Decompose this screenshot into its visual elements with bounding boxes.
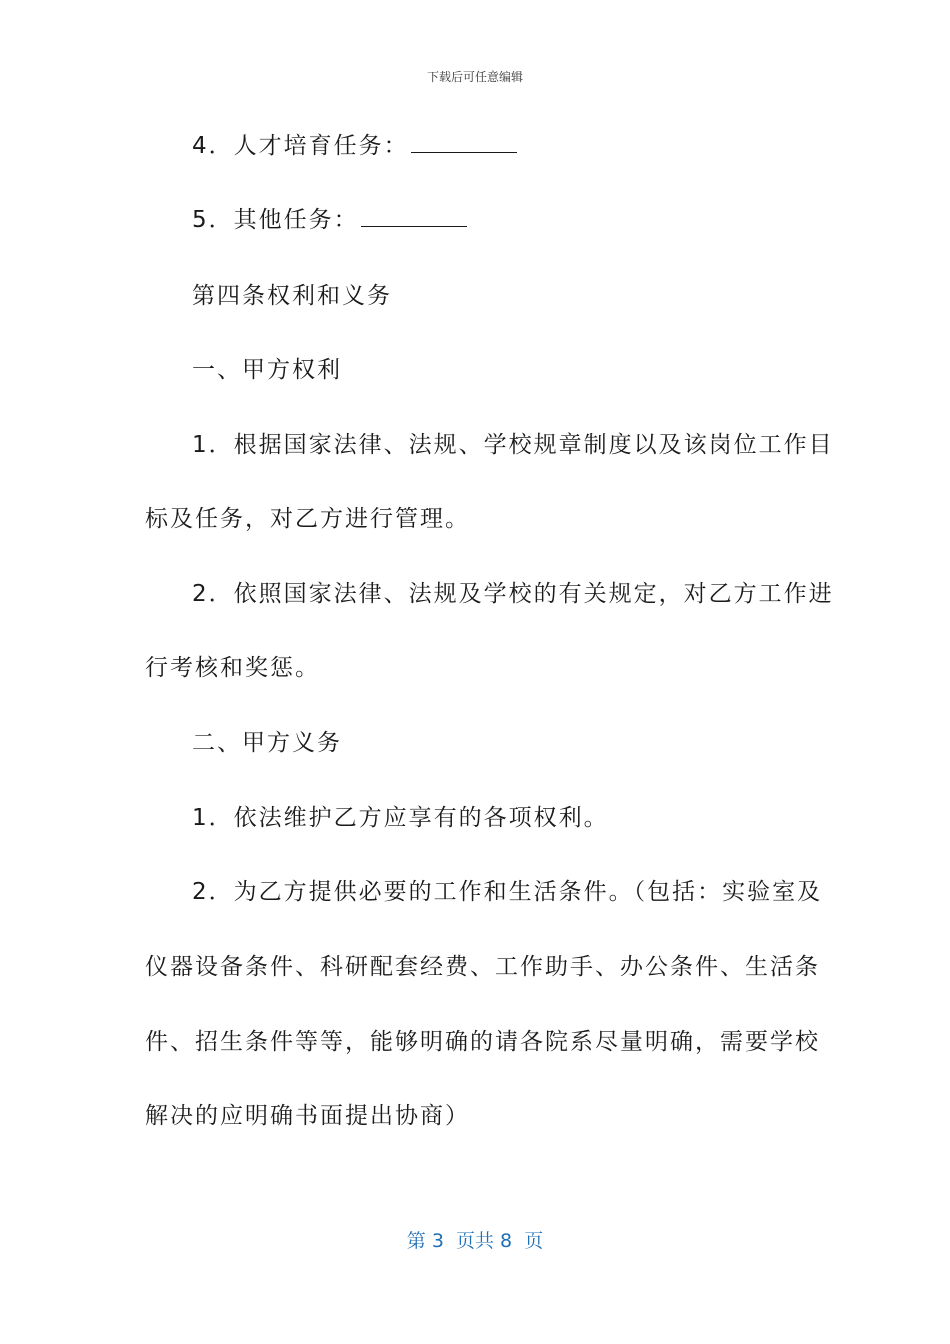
paragraph-line: 2．依照国家法律、法规及学校的有关规定，对乙方工作进 — [192, 581, 834, 607]
header-note: 下载后可任意编辑 — [426, 70, 523, 84]
list-item-talent-task — [192, 131, 517, 161]
line-text: 4．人才培育任务： — [192, 133, 409, 159]
list-item-other-task — [192, 205, 467, 235]
fill-in-blank — [361, 205, 467, 227]
section-heading-party-a-rights: 一、甲方权利 — [192, 357, 342, 383]
section-heading-party-a-duties: 二、甲方义务 — [192, 730, 342, 756]
paragraph-line: 件、招生条件等等，能够明确的请各院系尽量明确，需要学校 — [145, 1029, 820, 1055]
page-number: 第 3 页共 8 页 — [406, 1230, 544, 1252]
paragraph-line: 1．依法维护乙方应享有的各项权利。 — [192, 805, 609, 831]
paragraph-line: 1．根据国家法律、法规、学校规章制度以及该岗位工作目 — [192, 432, 834, 458]
fill-in-blank — [411, 131, 517, 153]
paragraph-line: 2．为乙方提供必要的工作和生活条件。（包括：实验室及 — [192, 879, 823, 905]
article-heading: 第四条权利和义务 — [192, 283, 392, 309]
line-text: 5．其他任务： — [192, 207, 359, 233]
paragraph-line: 标及任务，对乙方进行管理。 — [145, 506, 470, 532]
paragraph-line: 仪器设备条件、科研配套经费、工作助手、办公条件、生活条 — [145, 954, 820, 980]
paragraph-line: 解决的应明确书面提出协商） — [145, 1103, 470, 1129]
paragraph-line: 行考核和奖惩。 — [145, 655, 320, 681]
